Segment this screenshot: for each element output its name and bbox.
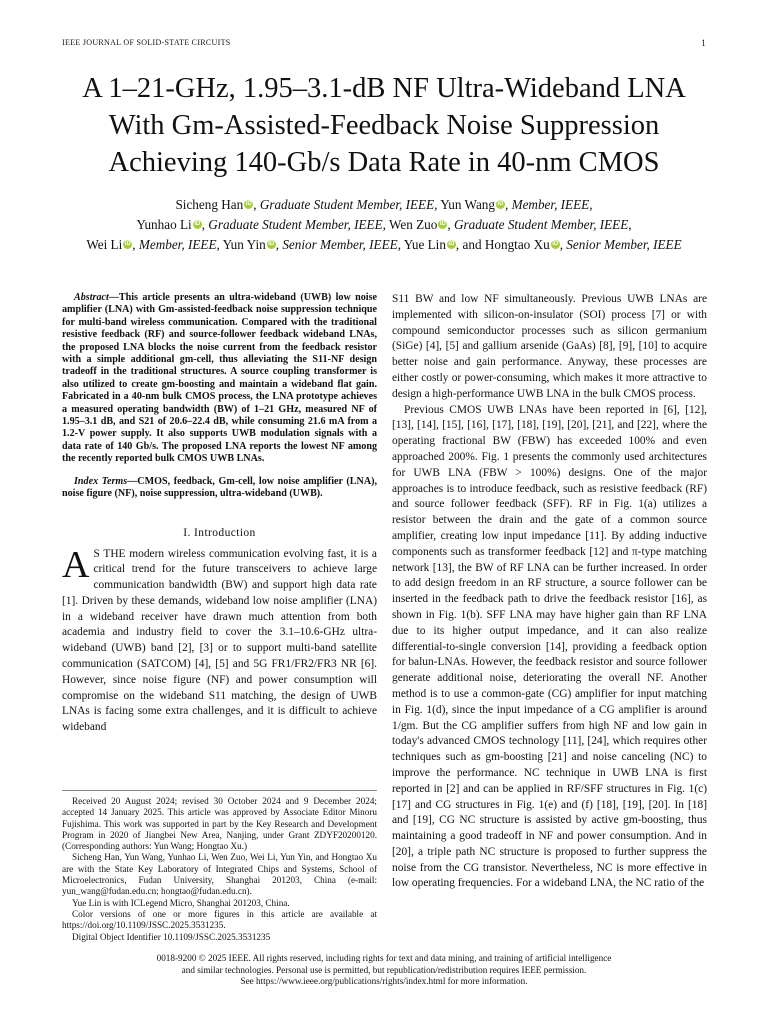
title-line-1: A 1–21-GHz, 1.95–3.1-dB NF Ultra-Wideband LNA xyxy=(82,73,686,104)
footnote-color[interactable]: Color versions of one or more figures in this article are available at https://doi.org/10.1109/JSSC.2025.3531235. xyxy=(62,908,377,931)
orcid-icon[interactable]: iD xyxy=(552,241,559,247)
footnote-affiliation-2: Yue Lin is with ICLegend Micro, Shanghai 201203, China. xyxy=(72,897,290,908)
orcid-icon[interactable]: iD xyxy=(497,201,504,207)
paragraph: Previous CMOS UWB LNAs have been reported in [6], [12], [13], [14], [15], [16], [17], [18], [19], [20], [21], and [22], where the operating fractional BW (FBW) has exceeded 100% and even approached 200%. Fig. 1 presents the commonly used architectures for UWB LNA (FBW > 100%) designs. One of the major approaches is to introduce feedback, such as resistive feedback (RF) and source follower feedback (SFF). RF in Fig. 1(a) utilizes a resistor between the drain and the gate of a common source amplifier, creating low input impedance [11]. By adding inductive components such as transformer feedback [12] and π-type matching network [13], the BW of RF LNA can be further increased. In order to add design freedom in an RF structure, a source follower can be inserted in the feedback path to drive the feedback resistor [16], as shown in Fig. 1(b). SFF LNA may have higher gain than RF LNA due to its higher output impedance, and it can also realize differential-to-single conversion [14], providing a feedback option for balun-LNAs. However, the feedback resistor and source follower generate additional noise, deteriorating the overall NF. Another method is to use a common-gate (CG) amplifier for input matching in Fig. 1(d), since the input impedance of a CG amplifier is around 1/gm. But the CG amplifier suffers from high NF and low gain in today's advanced CMOS technology [11], [24], which requires other techniques such as gm-boosting [21] and noise canceling (NC) to improve the performance. NC technique in UWB LNA is first reported in [2] and can be applied in RF/SFF structures in Fig. 1(c) [17] and CG structures in Fig. 1(e) and (f) [18], [19], [20]. In [18] and [19], CG NC structure is assisted by active gm-boosting, thus maintaining a good tradeoff in NF and power consumption. And in [20], a triple path NC structure is proposed to further suppress the noise from the CG transistor. Nevertheless, NC is more effective in low operating frequencies. For a wideband LNA, the NC ratio of the xyxy=(392,403,707,890)
journal-name: IEEE JOURNAL OF SOLID-STATE CIRCUITS xyxy=(62,38,231,47)
orcid-icon[interactable]: iD xyxy=(268,241,275,247)
author-name: Yun Wang xyxy=(440,197,495,212)
intro-text: S THE modern wireless communication evolving fast, it is a critical trend for the future transceivers to achieve large communication bandwidth (BW) and support high data rate [1]. Driven by these demands, wideband low noise amplifier (LNA) in a wideband receiver have drawn much attention from both academia and industry field to cover the 3.1–10.6-GHz ultra-wideband (UWB) band [2], [3] or to support multi-band satellite communication (SATCOM) [4], [5] and 5G FR1/FR2/FR3 NR [6]. However, since noise figure (NF) and power consumption will compromise on the wideband S11 matching, the design of UWB LNAs is facing some extra challenges, and it is difficult to achieve wideband xyxy=(62,547,377,734)
author-name: Wen Zuo xyxy=(388,217,438,232)
author-role: Senior Member, IEEE xyxy=(566,237,682,252)
abstract: Abstract—This article presents an ultra-wideband (UWB) low noise amplifier (LNA) with Gm-assisted-feedback noise suppression technique for multi-band wireless communication. Compared with the traditional resistive feedback (RF) and source-follower feedback wideband LNAs, the proposed LNA blocks the noise current from the feedback resistor with a simple additional gm-cell, thus alleviating the S11-NF design tradeoff in the traditional structures. A source coupling transformer is also utilized to create gm-boosting and maintain a wideband flat gain. Fabricated in a 40-nm bulk CMOS process, the LNA prototype achieves a measured operating bandwidth (BW) of 1–21 GHz, measured NF of 1.95–3.1 dB, and S21 of 20.6–22.4 dB, while consuming 21.6 mA from a 1.2-V power supply. It also supports UWB modulation signals with a data rate of 140 Gb/s. The proposed LNA reports the lowest NF among the recently reported bulk CMOS UWB LNAs. xyxy=(62,292,377,465)
orcid-icon[interactable]: iD xyxy=(448,241,455,247)
running-header xyxy=(62,38,706,52)
author-line-3: Wei Li iD , Member, IEEE, Yun Yin iD , Senior Member, IEEE, Yue Lin iD , and Hongtao Xu iD , Senior Member, IEEE xyxy=(86,237,682,252)
left-column xyxy=(62,292,377,736)
author-name: Wei Li xyxy=(86,237,123,252)
section-heading: I. Introduction xyxy=(183,526,256,539)
footnote-doi: Digital Object Identifier 10.1109/JSSC.2025.3531235 xyxy=(72,931,271,942)
orcid-icon[interactable]: iD xyxy=(439,221,446,227)
copyright-line-1: 0018-9200 © 2025 IEEE. All rights reserved, including rights for text and data mining, and training of artificial intelligence xyxy=(156,953,612,963)
author-role: Member, IEEE xyxy=(138,237,217,252)
author-name: Sicheng Han xyxy=(175,197,244,212)
author-line-2: Yunhao Li iD , Graduate Student Member, IEEE, Wen Zuo iD , Graduate Student Member, IEEE, xyxy=(136,217,632,232)
intro-paragraph xyxy=(62,543,377,737)
author-role: Graduate Student Member, IEEE xyxy=(453,217,629,232)
author-name: Yun Yin xyxy=(222,237,266,252)
paragraph: S11 BW and low NF simultaneously. Previous UWB LNAs are implemented with silicon-on-insulator (SOI) process [7] or with compound semiconductor processes such as silicon germanium (SiGe) [4], [5] and gallium arsenide (GaAs) [8], [9], [10] to acquire better noise and gain performance. Anyway, these processes are either costly or power-consuming, which makes it more attractive to design a high-performance UWB LNA in the bulk CMOS process. xyxy=(392,293,707,400)
page-number: 1 xyxy=(701,38,706,48)
title-line-3: Achieving 140-Gb/s Data Rate in 40-nm CMOS xyxy=(108,147,660,178)
author-role: Senior Member, IEEE xyxy=(282,237,398,252)
orcid-icon[interactable]: iD xyxy=(124,241,131,247)
abstract-text: This article presents an ultra-wideband (UWB) low noise amplifier (LNA) with Gm-assisted-feedback noise suppression technique for multi-band wireless communication. Compared with the traditional resistive feedback (RF) and source-follower feedback wideband LNAs, the proposed LNA blocks the noise current from the feedback resistor with a simple additional gm-cell, thus alleviating the S11-NF design tradeoff in the traditional structures. A source coupling transformer is also utilized to create gm-boosting and maintain a wideband flat gain. Fabricated in a 40-nm bulk CMOS process, the LNA prototype achieves a measured operating bandwidth (BW) of 1–21 GHz, measured NF of 1.95–3.1 dB, and S21 of 20.6–22.4 dB, while consuming 21.6 mA from a 1.2-V power supply. It also supports UWB modulation signals with a data rate of 140 Gb/s. The proposed LNA reports the lowest NF among the recently reported bulk CMOS UWB LNAs. xyxy=(62,292,377,465)
index-terms-text: CMOS, feedback, Gm-cell, low noise amplifier (LNA), noise figure (NF), noise suppression, ultra-wideband (UWB). xyxy=(62,475,377,500)
author-name: Yue Lin xyxy=(403,237,446,252)
author-name: Hongtao Xu xyxy=(484,237,550,252)
copyright-notice xyxy=(62,953,706,988)
author-role: Member, IEEE xyxy=(511,197,590,212)
drop-cap: A xyxy=(62,543,90,586)
author-line-1: Sicheng Han iD , Graduate Student Member, IEEE, Yun Wang iD , Member, IEEE, xyxy=(175,197,593,212)
author-role: Graduate Student Member, IEEE xyxy=(208,217,383,232)
footnote-affiliation: Sicheng Han, Yun Wang, Yunhao Li, Wen Zuo, Wei Li, Yun Yin, and Hongtao Xu are with the State Key Laboratory of Integrated Chips and Systems, School of Microelectronics, Fudan University, Shanghai 201203, China (e-mail: yun_wang@fudan.edu.cn; hongtao@fudan.edu.cn). xyxy=(62,852,377,897)
footnote-received: Received 20 August 2024; revised 30 October 2024 and 9 December 2024; accepted 14 January 2025. This article was approved by Associate Editor Minoru Fujishima. This work was supported in part by the Key Research and Development Program in 2020 of Jiangbei New Area, Nanjing, under Grant ZDYF20200120. (Corresponding authors: Yun Wang; Hongtao Xu.) xyxy=(62,796,377,852)
orcid-icon[interactable]: iD xyxy=(194,221,201,227)
right-column xyxy=(392,292,707,892)
abstract-lead: Abstract xyxy=(74,292,109,303)
copyright-line-2: and similar technologies. Personal use is permitted, but republication/redistribution requires IEEE permission. xyxy=(181,964,587,975)
copyright-line-3[interactable]: See https://www.ieee.org/publications/rights/index.html for more information. xyxy=(240,976,528,986)
orcid-icon[interactable]: iD xyxy=(245,201,252,207)
author-role: Graduate Student Member, IEEE xyxy=(259,197,435,212)
index-terms-lead: Index Terms xyxy=(74,475,128,487)
title-line-2: With Gm-Assisted-Feedback Noise Suppression xyxy=(108,110,660,141)
paper-title xyxy=(40,70,728,181)
author-name: Yunhao Li xyxy=(136,217,192,232)
index-terms: Index Terms—CMOS, feedback, Gm-cell, low noise amplifier (LNA), noise figure (NF), noise suppression, ultra-wideband (UWB). xyxy=(62,475,377,500)
author-list xyxy=(40,195,728,255)
footnotes xyxy=(62,790,377,943)
